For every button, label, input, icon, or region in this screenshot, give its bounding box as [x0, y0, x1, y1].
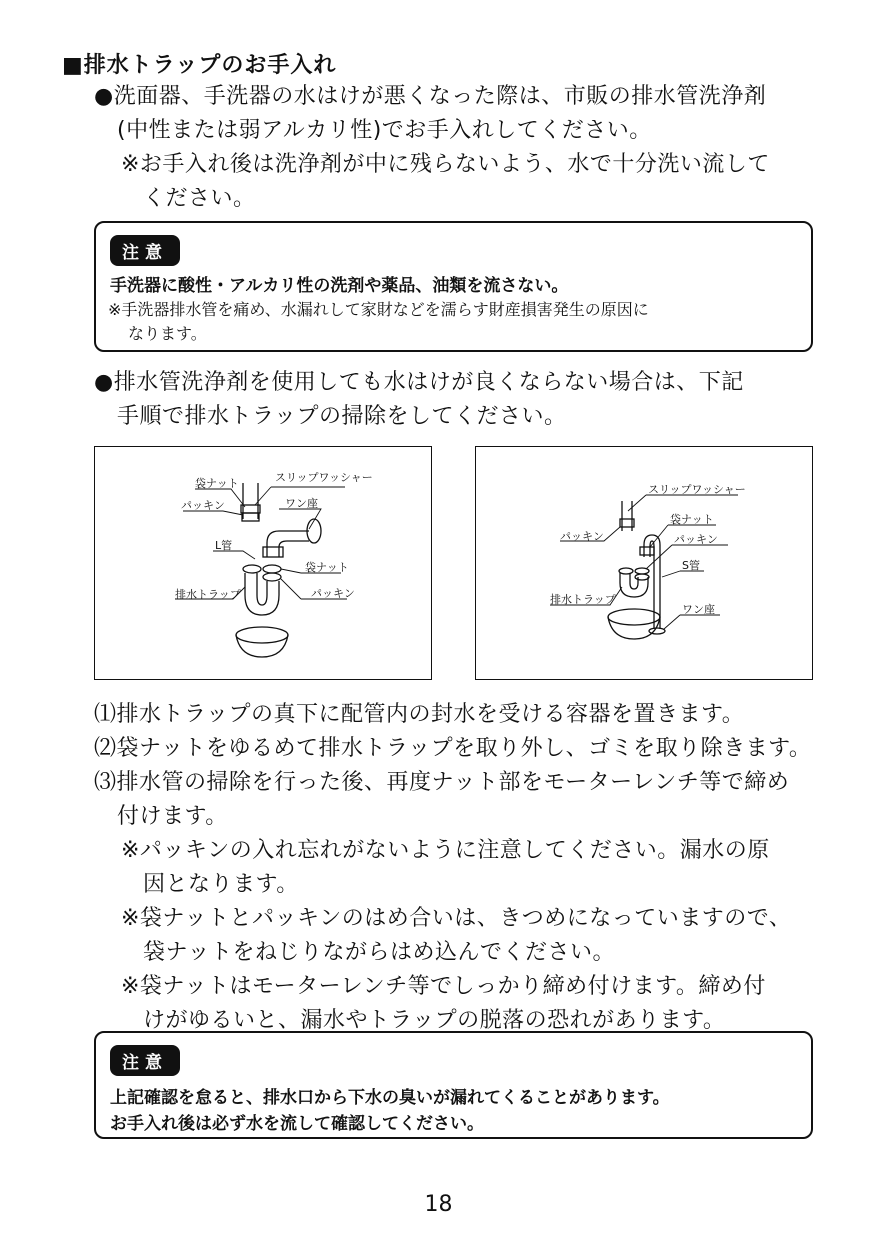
caution-box-2	[94, 1031, 813, 1139]
step-note-3-line-2: けがゆるいと、漏水やトラップの脱落の恐れがあります。	[143, 1008, 726, 1033]
step-note-3-line-1: ※袋ナットはモーターレンチ等でしっかり締め付けます。締め付	[121, 974, 766, 999]
caution-1-note-line-1: ※手洗器排水管を痛め、水漏れして家財などを濡らす財産損害発生の原因に	[108, 300, 649, 319]
step-note-2-line-2: 袋ナットをねじりながらはめ込んでください。	[143, 940, 616, 965]
label-drain-trap: 排水トラップ	[175, 588, 241, 601]
label-packing-left: パッキン	[560, 530, 604, 543]
intro-line-2: (中性または弱アルカリ性)でお手入れしてください。	[117, 118, 652, 143]
step-note-1-line-2: 因となります。	[143, 872, 299, 897]
label-slip-washer: スリップワッシャー	[275, 471, 373, 484]
caution-box-1	[94, 221, 813, 352]
caution-2-line-2: お手入れ後は必ず水を流して確認してください。	[110, 1114, 484, 1134]
caution-1-bold-text: 手洗器に酸性・アルカリ性の洗剤や薬品、油類を流さない。	[110, 276, 569, 296]
caution-2-line-1: 上記確認を怠ると、排水口から下水の臭いが漏れてくることがあります。	[110, 1088, 670, 1108]
caution-badge: 注意	[110, 1045, 180, 1076]
intro-note-line-2: ください。	[143, 186, 256, 211]
label-packing-top: パッキン	[181, 499, 225, 512]
figure-s-pipe	[475, 446, 813, 680]
step-note-2-line-1: ※袋ナットとパッキンのはめ合いは、きつめになっていますので、	[121, 906, 792, 931]
caution-badge: 注意	[110, 235, 180, 266]
label-bag-nut-bottom: 袋ナット	[305, 561, 349, 574]
page-title: ■排水トラップのお手入れ	[62, 53, 337, 78]
label-drain-trap: 排水トラップ	[550, 593, 616, 606]
label-l-pipe: L管	[215, 539, 233, 552]
label-s-pipe: S管	[682, 559, 700, 572]
figure-l-pipe	[94, 446, 432, 680]
step-1: ⑴排水トラップの真下に配管内の封水を受ける容器を置きます。	[94, 702, 745, 727]
intro-note-line-1: ※お手入れ後は洗浄剤が中に残らないよう、水で十分洗い流して	[121, 152, 770, 177]
step-2: ⑵袋ナットをゆるめて排水トラップを取り外し、ゴミを取り除きます。	[94, 736, 812, 761]
s-pipe-illustration	[476, 447, 814, 681]
section2-line-1: ●排水管洗浄剤を使用しても水はけが良くならない場合は、下記	[94, 370, 744, 395]
step-3-line-1: ⑶排水管の掃除を行った後、再度ナット部をモーターレンチ等で締め	[94, 770, 790, 795]
label-one-seat: ワン座	[682, 603, 715, 616]
intro-line-1: ●洗面器、手洗器の水はけが悪くなった際は、市販の排水管洗浄剤	[94, 84, 767, 109]
section2-line-2: 手順で排水トラップの掃除をしてください。	[117, 404, 567, 429]
label-packing-bottom: パッキン	[311, 587, 355, 600]
label-bag-nut-top: 袋ナット	[195, 477, 239, 490]
label-slip-washer: スリップワッシャー	[648, 483, 746, 496]
step-3-line-2: 付けます。	[117, 804, 228, 829]
page-number: 18	[424, 1192, 453, 1217]
label-packing-right: パッキン	[674, 533, 718, 546]
label-bag-nut: 袋ナット	[670, 513, 714, 526]
label-one-seat: ワン座	[285, 497, 318, 510]
step-note-1-line-1: ※パッキンの入れ忘れがないように注意してください。漏水の原	[121, 838, 770, 863]
l-pipe-illustration	[95, 447, 433, 681]
caution-1-note-line-2: なります。	[128, 324, 207, 343]
